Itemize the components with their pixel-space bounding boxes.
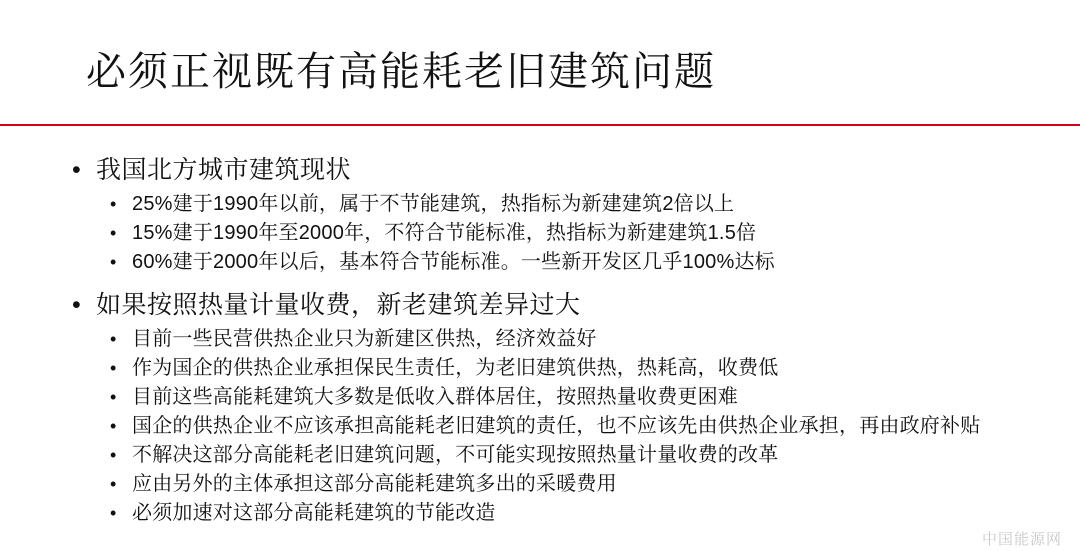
bullet-level2 (60, 248, 1070, 277)
bullet-level2-label: 国企的供热企业不应该承担高能耗老旧建筑的责任，也不应该先由供热企业承担，再由政府补贴 (132, 415, 981, 437)
bullet-level2 (60, 190, 1070, 219)
bullet-icon: • (72, 291, 82, 319)
bullet-level2 (60, 354, 1070, 383)
bullet-level2-label: 目前一些民营供热企业只为新建区供热，经济效益好 (132, 328, 597, 350)
bullet-level2 (60, 325, 1070, 354)
bullet-level2-group (60, 190, 1070, 277)
bullet-level2 (60, 441, 1070, 470)
bullet-level2 (60, 499, 1070, 528)
bullet-level2-label: 15%建于1990年至2000年，不符合节能标准，热指标为新建建筑1.5倍 (132, 222, 757, 244)
title-divider (0, 124, 1080, 126)
bullet-level2-label: 应由另外的主体承担这部分高能耗建筑多出的采暖费用 (132, 473, 617, 495)
bullet-icon: • (72, 156, 82, 184)
page-title: 必须正视既有高能耗老旧建筑问题 (86, 50, 716, 94)
bullet-level2-label: 目前这些高能耗建筑大多数是低收入群体居住，按照热量收费更困难 (132, 386, 738, 408)
bullet-icon: • (110, 194, 117, 214)
bullet-icon: • (110, 445, 117, 465)
bullet-icon: • (110, 358, 117, 378)
bullet-level2 (60, 470, 1070, 499)
bullet-icon: • (110, 387, 117, 407)
bullet-level1 (60, 287, 1070, 323)
bullet-level1-label: 我国北方城市建筑现状 (96, 156, 352, 184)
bullet-level2 (60, 383, 1070, 412)
bullet-level2-label: 60%建于2000年以后，基本符合节能标准。一些新开发区几乎100%达标 (132, 251, 775, 273)
bullet-level1 (60, 152, 1070, 188)
watermark: 中国能源网 (981, 531, 1062, 548)
bullet-level2 (60, 412, 1070, 441)
bullet-level2-label: 不解决这部分高能耗老旧建筑问题，不可能实现按照热量计量收费的改革 (132, 444, 779, 466)
slide-content (60, 152, 1070, 528)
bullet-icon: • (110, 252, 117, 272)
bullet-level2-label: 作为国企的供热企业承担保民生责任，为老旧建筑供热，热耗高，收费低 (132, 357, 779, 379)
bullet-level2-label: 25%建于1990年以前，属于不节能建筑，热指标为新建建筑2倍以上 (132, 193, 735, 215)
bullet-level2 (60, 219, 1070, 248)
bullet-icon: • (110, 416, 117, 436)
bullet-icon: • (110, 329, 117, 349)
bullet-icon: • (110, 223, 117, 243)
bullet-level2-label: 必须加速对这部分高能耗建筑的节能改造 (132, 502, 496, 524)
bullet-icon: • (110, 474, 117, 494)
bullet-icon: • (110, 503, 117, 523)
bullet-level2-group (60, 325, 1070, 528)
bullet-level1-label: 如果按照热量计量收费，新老建筑差异过大 (96, 291, 581, 319)
